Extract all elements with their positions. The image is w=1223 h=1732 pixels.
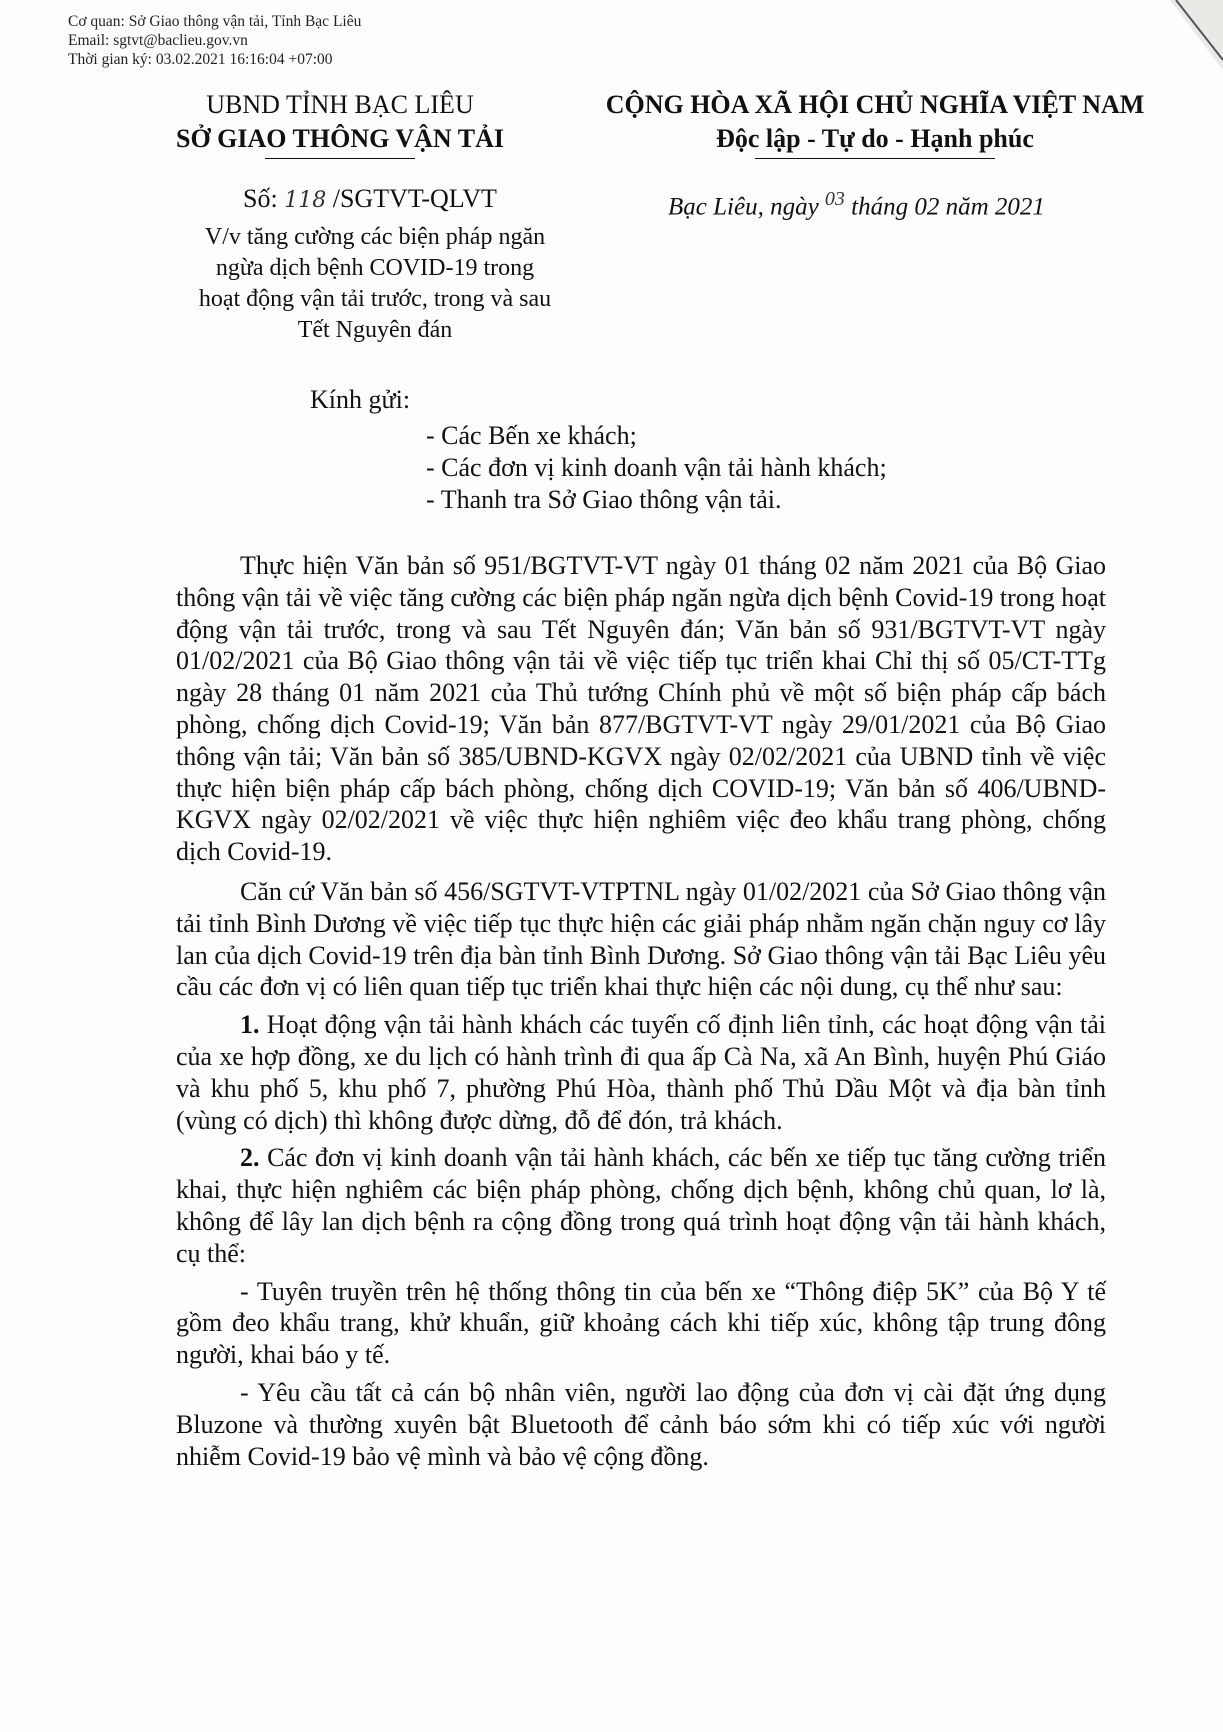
motto-underline	[755, 158, 995, 159]
agency-underline	[265, 158, 415, 159]
date-day-handwritten: 03	[824, 188, 845, 210]
document-number	[190, 184, 550, 216]
subject-line: V/v tăng cường các biện pháp ngăn	[204, 224, 546, 250]
date-after: tháng 02 năm 2021	[851, 193, 1045, 221]
recipient-list	[426, 420, 887, 516]
recipient-item: - Các Bến xe khách;	[426, 421, 637, 450]
digital-signature-info	[68, 12, 361, 69]
subject-block	[165, 222, 585, 346]
body-paragraph: Thực hiện Văn bản số 951/BGTVT-VT ngày 01 tháng 02 năm 2021 của Bộ Giao thông vận tải về việc tăng cường các biện pháp ngăn ngừa dịch bệnh Covid-19 trong hoạt động vận tải trước, trong và sau Tết Nguyên đán; Văn bản số 931/BGTVT-VT ngày 01/02/2021 của Bộ Giao thông vận tải về việc tiếp tục triển khai Chỉ thị số 05/CT-TTg ngày 28 tháng 01 năm 2021 của Thủ tướng Chính phủ về một số biện pháp cấp bách phòng, chống dịch Covid-19; Văn bản 877/BGTVT-VT ngày 29/01/2021 của Bộ Giao thông vận tải; Văn bản số 385/UBND-KGVX ngày 02/02/2021 của UBND tỉnh về việc thực hiện biện pháp cấp bách phòng, chống dịch COVID-19; Văn bản số 406/UBND-KGVX ngày 02/02/2021 về việc thực hiện nghiêm việc đeo khẩu trang phòng, chống dịch Covid-19.	[176, 551, 1107, 867]
body-paragraph-item-1	[176, 1009, 1106, 1136]
body-bullet: - Tuyên truyền trên hệ thống thông tin của bến xe “Thông điệp 5K” của Bộ Y tế gồm đeo khẩu trang, khử khuẩn, giữ khoảng cách khi tiếp xúc, không tập trung đông người, khai báo y tế.	[176, 1276, 1106, 1370]
body-paragraph-item-2	[176, 1142, 1106, 1269]
national-title-block	[580, 88, 1170, 159]
item-number: 2.	[240, 1143, 260, 1173]
subject-line: hoạt động vận tải trước, trong và sau	[198, 286, 552, 312]
document-body	[176, 550, 1106, 1478]
signature-email: Email: sgtvt@baclieu.gov.vn	[68, 32, 248, 49]
subject-line: Tết Nguyên đán	[297, 317, 453, 343]
doc-number-handwritten: 118	[284, 188, 327, 213]
body-paragraph: Căn cứ Văn bản số 456/SGTVT-VTPTNL ngày 01/02/2021 của Sở Giao thông vận tải tỉnh Bình Dương về việc tiếp tục thực hiện các giải pháp nhằm ngăn chặn nguy cơ lây lan của dịch Covid-19 trên địa bàn tỉnh Bình Dương. Sở Giao thông vận tải Bạc Liêu yêu cầu các đơn vị có liên quan tiếp tục triển khai thực hiện các nội dung, cụ thể như sau:	[176, 876, 1106, 1002]
national-title: CỘNG HÒA XÃ HỘI CHỦ NGHĨA VIỆT NAM	[605, 90, 1145, 119]
date-before: Bạc Liêu, ngày	[668, 193, 819, 221]
agency-name: SỞ GIAO THÔNG VẬN TẢI	[176, 124, 504, 153]
body-bullet: - Yêu cầu tất cả cán bộ nhân viên, người lao động của đơn vị cài đặt ứng dụng Bluzone và thường xuyên bật Bluetooth để cảnh báo sớm khi có tiếp xúc với người nhiễm Covid-19 bảo vệ mình và bảo vệ cộng đồng.	[176, 1377, 1106, 1471]
document-date	[668, 184, 1045, 222]
issuing-agency-block	[140, 88, 540, 159]
recipient-item: - Thanh tra Sở Giao thông vận tải.	[426, 485, 782, 514]
greeting: Kính gửi:	[310, 385, 411, 414]
item-text: Hoạt động vận tải hành khách các tuyến cố định liên tỉnh, các hoạt động vận tải của xe hợp đồng, xe du lịch có hành trình đi qua ấp Cà Na, xã An Bình, huyện Phú Giáo và khu phố 5, khu phố 7, phường Phú Hòa, thành phố Thủ Dầu Một và địa bàn tỉnh (vùng có dịch) thì không được dừng, đỗ để đón, trả khách.	[176, 1010, 1107, 1135]
agency-parent: UBND TỈNH BẠC LIÊU	[206, 90, 474, 119]
subject-line: ngừa dịch bệnh COVID-19 trong	[215, 255, 535, 281]
item-text: Các đơn vị kinh doanh vận tải hành khách, các bến xe tiếp tục tăng cường triển khai, thực hiện nghiêm các biện pháp phòng, chống dịch bệnh, không chủ quan, lơ là, không để lây lan dịch bệnh ra cộng đồng trong quá trình hoạt động vận tải hành khách, cụ thể:	[176, 1143, 1107, 1268]
scan-corner-fold	[1170, 0, 1223, 70]
item-number: 1.	[240, 1010, 260, 1040]
recipient-item: - Các đơn vị kinh doanh vận tải hành khách;	[426, 453, 887, 482]
national-motto: Độc lập - Tự do - Hạnh phúc	[716, 124, 1034, 153]
doc-number-suffix: /SGTVT-QLVT	[332, 184, 497, 213]
signature-agency: Cơ quan: Sở Giao thông vận tải, Tỉnh Bạc Liêu	[68, 13, 362, 30]
doc-number-prefix: Số:	[243, 184, 278, 213]
signature-time: Thời gian ký: 03.02.2021 16:16:04 +07:00	[68, 51, 333, 68]
